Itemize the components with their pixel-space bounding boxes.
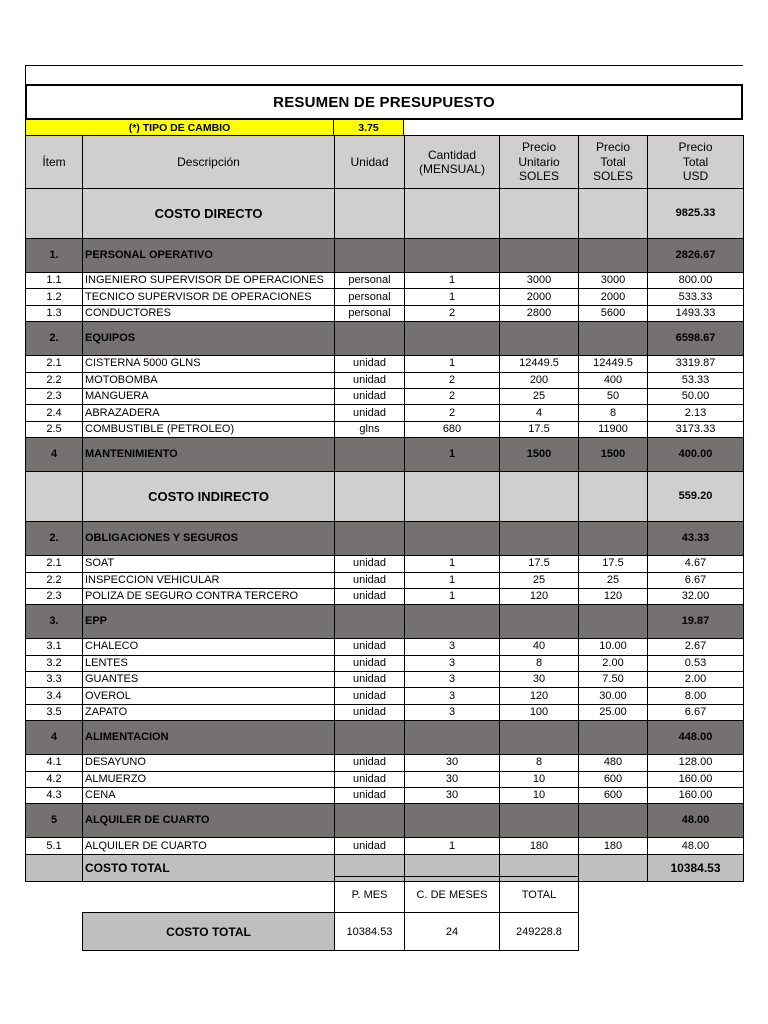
cell-precio-total-usd[interactable]: 3319.87 [648, 356, 744, 372]
cell-cantidad[interactable]: 3 [405, 688, 500, 704]
table-row [26, 655, 744, 671]
header-precio-unitario-line: SOLES [518, 169, 560, 184]
header-precio-unitario-line: Unitario [518, 154, 560, 169]
cell-descripcion[interactable]: INSPECCION VEHICULAR [83, 572, 335, 588]
cell-cantidad[interactable]: 2 [405, 372, 500, 388]
cell-precio-total-soles[interactable]: 5600 [579, 305, 648, 321]
table-row [26, 755, 744, 771]
cell-precio-total-soles[interactable] [579, 322, 648, 356]
cell-cantidad[interactable] [405, 189, 500, 239]
cell-precio-unitario[interactable] [500, 322, 579, 356]
cell-descripcion[interactable]: COSTO DIRECTO [83, 189, 335, 239]
header-cantidad-line: (MENSUAL) [418, 162, 485, 176]
cell-precio-unitario[interactable]: 12449.5 [500, 356, 579, 372]
cell-item[interactable]: 1.3 [26, 305, 83, 321]
cell-unidad[interactable]: unidad [335, 688, 405, 704]
cell-cantidad[interactable]: 1 [405, 273, 500, 289]
cell-unidad[interactable] [335, 522, 405, 556]
exchange-rate-value[interactable]: 3.75 [333, 119, 404, 136]
cell-precio-total-usd[interactable]: 19.87 [648, 605, 744, 639]
cell-precio-total-usd[interactable]: 800.00 [648, 273, 744, 289]
table-row [26, 405, 744, 421]
cell-item[interactable]: 3.3 [26, 672, 83, 688]
budget-table [25, 135, 744, 882]
cell-precio-unitario[interactable]: 40 [500, 639, 579, 655]
cell-descripcion[interactable]: PERSONAL OPERATIVO [83, 239, 335, 273]
cell-descripcion[interactable]: ALMUERZO [83, 771, 335, 787]
header-precio-total-soles [579, 136, 648, 189]
cell-item[interactable]: 3.4 [26, 688, 83, 704]
cell-precio-total-usd[interactable]: 4.67 [648, 556, 744, 572]
header-precio-unitario [500, 136, 579, 189]
cell-descripcion[interactable]: CISTERNA 5000 GLNS [83, 356, 335, 372]
cell-unidad[interactable]: personal [335, 305, 405, 321]
header-cantidad-line: Cantidad [427, 147, 477, 162]
cell-descripcion[interactable]: POLIZA DE SEGURO CONTRA TERCERO [83, 588, 335, 604]
header-precio-total-soles-line: SOLES [592, 169, 634, 184]
header-precio-total-soles-line: Total [600, 154, 626, 169]
section-row [26, 322, 744, 356]
cell-precio-total-usd[interactable]: 9825.33 [648, 189, 744, 239]
cell-item[interactable]: 4.3 [26, 788, 83, 804]
cell-descripcion[interactable]: LENTES [83, 655, 335, 671]
table-row [26, 588, 744, 604]
cell-precio-total-soles[interactable]: 17.5 [579, 556, 648, 572]
cell-cantidad[interactable] [405, 605, 500, 639]
cell-precio-total-usd[interactable]: 48.00 [648, 838, 744, 854]
cell-precio-total-soles[interactable]: 180 [579, 838, 648, 854]
cell-precio-unitario[interactable]: 25 [500, 388, 579, 404]
cell-precio-total-soles[interactable]: 2.00 [579, 655, 648, 671]
cell-descripcion[interactable]: MANGUERA [83, 388, 335, 404]
cell-precio-total-soles[interactable]: 120 [579, 588, 648, 604]
cell-precio-total-usd[interactable]: 160.00 [648, 771, 744, 787]
cell-unidad[interactable]: unidad [335, 788, 405, 804]
cell-descripcion[interactable]: COMBUSTIBLE (PETROLEO) [83, 421, 335, 437]
cell-item[interactable]: 4.2 [26, 771, 83, 787]
cell-precio-unitario[interactable]: 180 [500, 838, 579, 854]
group-row [26, 189, 744, 239]
cell-item[interactable] [26, 854, 83, 881]
cell-unidad[interactable]: unidad [335, 572, 405, 588]
cell-descripcion[interactable]: COSTO INDIRECTO [83, 472, 335, 522]
cell-cantidad[interactable] [405, 472, 500, 522]
cell-descripcion[interactable]: ALQUILER DE CUARTO [83, 838, 335, 854]
cell-unidad[interactable]: unidad [335, 405, 405, 421]
cell-cantidad[interactable]: 3 [405, 672, 500, 688]
table-row [26, 672, 744, 688]
header-precio-total-usd [648, 136, 744, 189]
cell-descripcion[interactable]: ALQUILER DE CUARTO [83, 804, 335, 838]
cell-precio-total-usd[interactable]: 50.00 [648, 388, 744, 404]
summary-mes[interactable]: 10384.53 [335, 913, 405, 951]
cell-precio-unitario[interactable]: 120 [500, 688, 579, 704]
cell-item[interactable]: 1. [26, 239, 83, 273]
cell-item[interactable]: 3.2 [26, 655, 83, 671]
summary-header-mes: P. MES [335, 877, 405, 913]
cell-descripcion[interactable]: CHALECO [83, 639, 335, 655]
cell-precio-total-usd[interactable]: 160.00 [648, 788, 744, 804]
cell-descripcion[interactable]: COSTO TOTAL [83, 854, 335, 881]
cell-descripcion[interactable]: DESAYUNO [83, 755, 335, 771]
cell-precio-total-usd[interactable]: 48.00 [648, 804, 744, 838]
cell-unidad[interactable]: unidad [335, 588, 405, 604]
header-precio-total-usd-line: Total [682, 154, 709, 169]
cell-precio-total-usd[interactable]: 1493.33 [648, 305, 744, 321]
cell-precio-total-soles[interactable] [579, 472, 648, 522]
cell-descripcion[interactable]: OVEROL [83, 688, 335, 704]
cell-item[interactable]: 2.2 [26, 572, 83, 588]
cell-precio-total-soles[interactable] [579, 239, 648, 273]
summary-header-row [83, 877, 579, 913]
cell-precio-total-usd[interactable]: 448.00 [648, 721, 744, 755]
table-row [26, 273, 744, 289]
cell-precio-unitario[interactable]: 200 [500, 372, 579, 388]
cell-cantidad[interactable] [405, 239, 500, 273]
cell-cantidad[interactable] [405, 721, 500, 755]
cell-precio-unitario[interactable]: 8 [500, 655, 579, 671]
cell-precio-total-soles[interactable]: 600 [579, 771, 648, 787]
cell-precio-unitario[interactable]: 10 [500, 771, 579, 787]
cell-descripcion[interactable]: CENA [83, 788, 335, 804]
cell-precio-unitario[interactable] [500, 605, 579, 639]
cell-precio-total-soles[interactable]: 1500 [579, 438, 648, 472]
cell-precio-unitario[interactable] [500, 721, 579, 755]
cell-precio-total-usd[interactable]: 400.00 [648, 438, 744, 472]
cell-precio-unitario[interactable]: 1500 [500, 438, 579, 472]
cell-precio-total-soles[interactable] [579, 854, 648, 881]
cell-precio-unitario[interactable]: 120 [500, 588, 579, 604]
cell-precio-total-soles[interactable] [579, 605, 648, 639]
cell-precio-total-soles[interactable]: 400 [579, 372, 648, 388]
summary-label: COSTO TOTAL [83, 913, 335, 951]
cell-unidad[interactable]: unidad [335, 838, 405, 854]
cell-unidad[interactable]: unidad [335, 356, 405, 372]
cell-unidad[interactable]: unidad [335, 639, 405, 655]
section-row [26, 438, 744, 472]
cell-precio-unitario[interactable]: 2800 [500, 305, 579, 321]
header-precio-unitario-line: Precio [521, 140, 556, 155]
table-row [26, 771, 744, 787]
section-row [26, 239, 744, 273]
table-row [26, 289, 744, 305]
cell-cantidad[interactable]: 1 [405, 838, 500, 854]
cell-unidad[interactable] [335, 322, 405, 356]
cell-precio-total-usd[interactable]: 6.67 [648, 572, 744, 588]
cell-item[interactable]: 4 [26, 721, 83, 755]
cell-item[interactable]: 3.1 [26, 639, 83, 655]
cell-precio-total-usd[interactable]: 3173.33 [648, 421, 744, 437]
cell-unidad[interactable] [335, 721, 405, 755]
table-row [26, 639, 744, 655]
cell-precio-total-usd[interactable]: 559.20 [648, 472, 744, 522]
cell-precio-total-usd[interactable]: 6.67 [648, 704, 744, 720]
cell-unidad[interactable] [335, 804, 405, 838]
cell-item[interactable]: 2. [26, 322, 83, 356]
cell-precio-unitario[interactable]: 25 [500, 572, 579, 588]
cell-unidad[interactable]: personal [335, 273, 405, 289]
cell-descripcion[interactable]: MOTOBOMBA [83, 372, 335, 388]
table-row [26, 788, 744, 804]
cell-precio-total-soles[interactable] [579, 522, 648, 556]
section-row [26, 721, 744, 755]
header-cantidad [405, 136, 500, 189]
cell-descripcion[interactable]: ZAPATO [83, 704, 335, 720]
cell-unidad[interactable]: personal [335, 289, 405, 305]
cell-cantidad[interactable]: 1 [405, 588, 500, 604]
cell-unidad[interactable] [335, 189, 405, 239]
cell-precio-unitario[interactable]: 17.5 [500, 421, 579, 437]
table-row [26, 372, 744, 388]
cell-unidad[interactable]: unidad [335, 704, 405, 720]
cell-precio-total-soles[interactable]: 30.00 [579, 688, 648, 704]
page-title: RESUMEN DE PRESUPUESTO [25, 84, 743, 120]
cell-precio-total-usd[interactable]: 6598.67 [648, 322, 744, 356]
header-precio-total-usd-line: Precio [678, 140, 713, 155]
cell-precio-total-usd[interactable]: 2.67 [648, 639, 744, 655]
cell-unidad[interactable]: unidad [335, 771, 405, 787]
cell-cantidad[interactable]: 2 [405, 305, 500, 321]
cell-precio-unitario[interactable]: 3000 [500, 273, 579, 289]
summary-total[interactable]: 249228.8 [500, 913, 579, 951]
cell-precio-unitario[interactable]: 4 [500, 405, 579, 421]
header-precio-total-soles-line: Precio [595, 140, 630, 155]
cell-item[interactable]: 2.5 [26, 421, 83, 437]
cell-unidad[interactable]: unidad [335, 655, 405, 671]
cell-precio-unitario[interactable] [500, 239, 579, 273]
cell-precio-total-usd[interactable]: 10384.53 [648, 854, 744, 881]
cell-precio-total-usd[interactable]: 2.00 [648, 672, 744, 688]
cell-precio-unitario[interactable] [500, 472, 579, 522]
cell-item[interactable]: 2. [26, 522, 83, 556]
cell-precio-total-soles[interactable]: 2000 [579, 289, 648, 305]
cell-precio-total-soles[interactable]: 25.00 [579, 704, 648, 720]
sheet-top-border [25, 65, 743, 84]
cell-precio-total-usd[interactable]: 128.00 [648, 755, 744, 771]
cell-precio-unitario[interactable] [500, 189, 579, 239]
cell-unidad[interactable]: glns [335, 421, 405, 437]
cell-item[interactable]: 2.1 [26, 356, 83, 372]
cell-precio-total-soles[interactable]: 25 [579, 572, 648, 588]
cell-precio-total-soles[interactable]: 10.00 [579, 639, 648, 655]
cell-precio-unitario[interactable]: 100 [500, 704, 579, 720]
budget-table-body [26, 136, 744, 882]
table-row [26, 556, 744, 572]
cell-cantidad[interactable]: 2 [405, 388, 500, 404]
cell-unidad[interactable]: unidad [335, 672, 405, 688]
cell-item[interactable]: 1.1 [26, 273, 83, 289]
summary-header-total: TOTAL [500, 877, 579, 913]
cell-descripcion[interactable]: INGENIERO SUPERVISOR DE OPERACIONES [83, 273, 335, 289]
section-row [26, 522, 744, 556]
cell-precio-unitario[interactable] [500, 804, 579, 838]
cell-descripcion[interactable]: TECNICO SUPERVISOR DE OPERACIONES [83, 289, 335, 305]
table-row [26, 388, 744, 404]
table-row [26, 688, 744, 704]
summary-value-row [83, 913, 579, 951]
group-row [26, 472, 744, 522]
header-item: Ítem [26, 136, 83, 189]
cell-cantidad[interactable]: 1 [405, 556, 500, 572]
cell-precio-total-usd[interactable]: 533.33 [648, 289, 744, 305]
cell-item[interactable]: 2.3 [26, 388, 83, 404]
cell-cantidad[interactable]: 1 [405, 289, 500, 305]
cell-cantidad[interactable]: 1 [405, 438, 500, 472]
cell-descripcion[interactable]: EPP [83, 605, 335, 639]
cell-precio-total-usd[interactable]: 8.00 [648, 688, 744, 704]
cell-precio-total-usd[interactable]: 43.33 [648, 522, 744, 556]
cell-item[interactable] [26, 472, 83, 522]
cell-precio-total-soles[interactable]: 50 [579, 388, 648, 404]
header-descripcion: Descripción [83, 136, 335, 189]
table-row [26, 356, 744, 372]
cell-cantidad[interactable]: 680 [405, 421, 500, 437]
summary-meses[interactable]: 24 [405, 913, 500, 951]
table-row [26, 838, 744, 854]
header-row [26, 136, 744, 189]
cell-unidad[interactable]: unidad [335, 372, 405, 388]
cell-precio-unitario[interactable]: 8 [500, 755, 579, 771]
cell-unidad[interactable]: unidad [335, 755, 405, 771]
cell-cantidad[interactable]: 30 [405, 755, 500, 771]
table-row [26, 421, 744, 437]
summary-table [82, 876, 579, 951]
cell-descripcion[interactable]: ALIMENTACION [83, 721, 335, 755]
cell-cantidad[interactable] [405, 522, 500, 556]
cell-unidad[interactable] [335, 605, 405, 639]
cell-item[interactable]: 5.1 [26, 838, 83, 854]
cell-item[interactable] [26, 189, 83, 239]
cell-item[interactable]: 4.1 [26, 755, 83, 771]
cell-descripcion[interactable]: GUANTES [83, 672, 335, 688]
cell-item[interactable]: 3.5 [26, 704, 83, 720]
cell-descripcion[interactable]: EQUIPOS [83, 322, 335, 356]
cell-precio-unitario[interactable]: 30 [500, 672, 579, 688]
cell-descripcion[interactable]: CONDUCTORES [83, 305, 335, 321]
cell-precio-total-soles[interactable]: 11900 [579, 421, 648, 437]
cell-item[interactable]: 2.1 [26, 556, 83, 572]
cell-unidad[interactable] [335, 239, 405, 273]
section-row [26, 804, 744, 838]
cell-unidad[interactable]: unidad [335, 556, 405, 572]
summary-blank [83, 877, 335, 913]
cell-precio-unitario[interactable] [500, 522, 579, 556]
section-row [26, 605, 744, 639]
cell-precio-total-soles[interactable] [579, 189, 648, 239]
cell-precio-unitario[interactable]: 17.5 [500, 556, 579, 572]
cell-item[interactable]: 5 [26, 804, 83, 838]
header-unidad: Unidad [335, 136, 405, 189]
cell-precio-total-usd[interactable]: 2.13 [648, 405, 744, 421]
cell-item[interactable]: 2.3 [26, 588, 83, 604]
cell-precio-total-soles[interactable]: 7.50 [579, 672, 648, 688]
cell-precio-total-soles[interactable]: 3000 [579, 273, 648, 289]
cell-cantidad[interactable]: 2 [405, 405, 500, 421]
cell-item[interactable]: 2.4 [26, 405, 83, 421]
cell-precio-total-usd[interactable]: 53.33 [648, 372, 744, 388]
cell-descripcion[interactable]: SOAT [83, 556, 335, 572]
cell-precio-total-soles[interactable] [579, 804, 648, 838]
cell-precio-total-soles[interactable]: 480 [579, 755, 648, 771]
cell-unidad[interactable] [335, 438, 405, 472]
table-row [26, 572, 744, 588]
cell-item[interactable]: 3. [26, 605, 83, 639]
summary-header-meses: C. DE MESES [405, 877, 500, 913]
cell-unidad[interactable]: unidad [335, 388, 405, 404]
cell-unidad[interactable] [335, 472, 405, 522]
cell-precio-unitario[interactable]: 10 [500, 788, 579, 804]
cell-precio-total-usd[interactable]: 2826.67 [648, 239, 744, 273]
header-precio-total-usd-line: USD [682, 169, 709, 184]
cell-precio-total-soles[interactable]: 8 [579, 405, 648, 421]
cell-precio-total-usd[interactable]: 32.00 [648, 588, 744, 604]
cell-cantidad[interactable] [405, 804, 500, 838]
cell-item[interactable]: 4 [26, 438, 83, 472]
cell-cantidad[interactable]: 3 [405, 704, 500, 720]
cell-precio-total-soles[interactable] [579, 721, 648, 755]
cell-precio-total-soles[interactable]: 12449.5 [579, 356, 648, 372]
cell-cantidad[interactable]: 3 [405, 655, 500, 671]
cell-descripcion[interactable]: OBLIGACIONES Y SEGUROS [83, 522, 335, 556]
cell-descripcion[interactable]: ABRAZADERA [83, 405, 335, 421]
cell-cantidad[interactable]: 30 [405, 788, 500, 804]
cell-precio-total-usd[interactable]: 0.53 [648, 655, 744, 671]
cell-precio-total-soles[interactable]: 600 [579, 788, 648, 804]
table-row [26, 305, 744, 321]
cell-cantidad[interactable] [405, 322, 500, 356]
cell-cantidad[interactable]: 3 [405, 639, 500, 655]
table-row [26, 704, 744, 720]
cell-cantidad[interactable]: 30 [405, 771, 500, 787]
cell-descripcion[interactable]: MANTENIMIENTO [83, 438, 335, 472]
cell-precio-unitario[interactable]: 2000 [500, 289, 579, 305]
cell-cantidad[interactable]: 1 [405, 572, 500, 588]
cell-item[interactable]: 1.2 [26, 289, 83, 305]
cell-cantidad[interactable]: 1 [405, 356, 500, 372]
exchange-rate-label: (*) TIPO DE CAMBIO [25, 119, 334, 136]
cell-item[interactable]: 2.2 [26, 372, 83, 388]
